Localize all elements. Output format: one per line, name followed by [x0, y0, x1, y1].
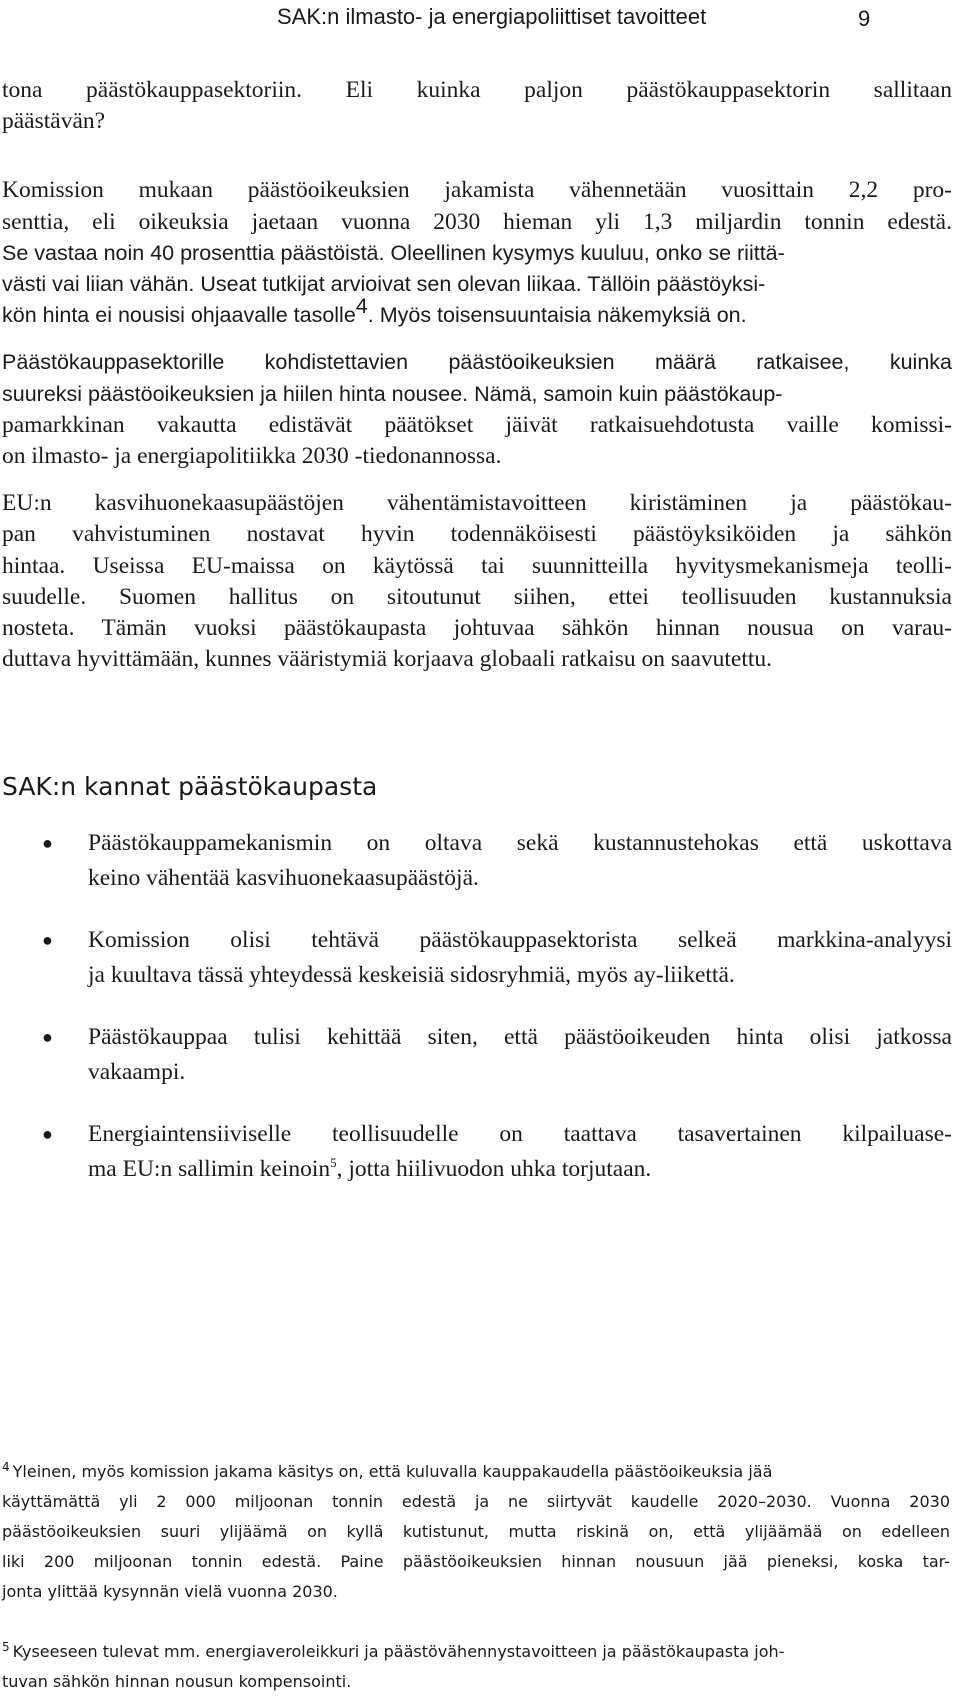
text-line — [2, 238, 952, 269]
footnote-ref-5[interactable]: 5 — [330, 1155, 337, 1171]
text-run: Oleellinen kysymys kuuluu, onko se riittä- — [384, 240, 785, 265]
text-line: Päästökauppamekanismin on oltava sekä kustannustehokas että uskottava — [88, 830, 952, 856]
text-line: Komission mukaan päästöoikeuksien jakamista vähennetään vuosittain 2,2 pro- — [2, 177, 952, 204]
list-item — [0, 826, 952, 896]
text-line: on ilmasto- ja energiapolitiikka 2030 -tiedonannossa. — [2, 443, 502, 470]
paragraph-4 — [2, 488, 952, 675]
bullet-icon: ● — [42, 1124, 53, 1144]
text-line: Päästökauppasektorille kohdistettavien päästöoikeuksien määrä ratkaisee, kuinka — [2, 350, 952, 375]
text-run: Kyseeseen tulevat mm. energiaveroleikkuri ja päästövähennystavoitteen ja päästökaupasta joh- — [12, 1642, 785, 1661]
page-header — [0, 4, 960, 34]
text-line: käyttämättä yli 2 000 miljoonan tonnin edestä ja ne siirtyvät kaudelle 2020–2030. Vuonna 2030 — [2, 1492, 950, 1511]
text-line: ja kuultava tässä yhteydessä keskeisiä sidosryhmiä, myös ay-liikettä. — [88, 962, 735, 988]
text-run: kön hinta ei nousisi ohjaavalle tasolle — [2, 303, 356, 328]
text-run: , jotta hiilivuodon uhka torjutaan. — [336, 1156, 652, 1182]
footnote-4 — [2, 1457, 950, 1607]
text-line — [2, 269, 952, 300]
list-item — [0, 1117, 952, 1187]
text-run: . Myös toisensuuntaisia näkemyksiä on. — [367, 303, 747, 328]
bullet-icon: ● — [42, 1027, 53, 1047]
text-line: duttava hyvittämään, kunnes vääristymiä korjaava globaali ratkaisu on saavutettu. — [2, 646, 773, 673]
text-line — [2, 1457, 950, 1487]
text-line: vakaampi. — [88, 1059, 186, 1085]
text-line: pan vahvistuminen nostavat hyvin todennäköisesti päästöyksiköiden ja sähkön — [2, 521, 952, 548]
text-line: jonta ylittää kysynnän vielä vuonna 2030. — [2, 1582, 338, 1601]
text-line: hintaa. Useissa EU-maissa on käytössä tai suunnitteilla hyvitysmekanismeja teolli- — [2, 552, 952, 579]
text-line: tuvan sähkön hinnan nousun kompensointi. — [2, 1672, 352, 1691]
text-line — [88, 1152, 952, 1187]
text-line: päästävän? — [2, 108, 106, 135]
list-item — [0, 923, 952, 993]
footnote-5 — [2, 1637, 950, 1697]
text-run: västi vai liian vähän. — [2, 272, 195, 297]
bullet-icon: ● — [42, 930, 53, 950]
text-line: päästöoikeuksien suuri ylijäämä on kyllä kutistunut, mutta riskinä on, että ylijäämää on edelleen — [2, 1522, 950, 1541]
footnote-ref-4[interactable]: 4 — [355, 294, 368, 319]
section-heading: SAK:n kannat päästökaupasta — [2, 772, 378, 801]
running-title: SAK:n ilmasto- ja energiapoliittiset tavoitteet — [277, 4, 707, 29]
text-line — [2, 1637, 950, 1667]
footnote-number: 5 — [2, 1639, 10, 1654]
text-line — [2, 379, 952, 410]
text-line: Päästökauppaa tulisi kehittää siten, että päästöoikeuden hinta olisi jatkossa — [88, 1024, 952, 1050]
text-run: Tällöin päästöyksi- — [581, 272, 766, 297]
text-line: Komission olisi tehtävä päästökauppasektorista selkeä markkina-analyysi — [88, 927, 952, 953]
text-run: suureksi päästöoikeuksien ja hiilen hinta nousee. — [2, 381, 469, 406]
text-line: EU:n kasvihuonekaasupäästöjen vähentämistavoitteen kiristäminen ja päästökau- — [2, 490, 952, 517]
paragraph-3 — [2, 347, 952, 472]
page-number: 9 — [858, 6, 871, 31]
positions-list — [0, 826, 952, 1187]
text-line: suudelle. Suomen hallitus on sitoutunut siihen, ettei teollisuuden kustannuksia — [2, 583, 952, 610]
text-run: Se vastaa noin 40 prosenttia päästöistä. — [2, 240, 385, 265]
text-line — [2, 294, 952, 331]
body-text — [2, 75, 952, 675]
list-item — [0, 1020, 952, 1090]
text-run: Yleinen, myös komission jakama käsitys on, että kuluvalla kauppakaudella päästöoikeuksia jää — [12, 1462, 773, 1481]
paragraph-1 — [2, 75, 952, 137]
text-line: keino vähentää kasvihuonekaasupäästöjä. — [88, 865, 479, 891]
text-line: liki 200 miljoonan tonnin edestä. Paine päästöoikeuksien hinnan nousuun jää pieneksi, koska tar- — [2, 1552, 950, 1571]
text-run: Useat tutkijat arvioivat sen olevan liikaa. — [194, 272, 582, 297]
text-line: senttia, eli oikeuksia jaetaan vuonna 2030 hieman yli 1,3 miljardin tonnin edestä. — [2, 208, 952, 235]
bullet-icon: ● — [42, 833, 53, 853]
text-line: nosteta. Tämän vuoksi päästökaupasta johtuvaa sähkön hinnan nousua on varau- — [2, 615, 952, 642]
text-run: ma EU:n sallimin keinoin — [88, 1156, 331, 1182]
text-line: Energiaintensiiviselle teollisuudelle on taattava tasavertainen kilpailuase- — [88, 1121, 952, 1147]
paragraph-2 — [2, 175, 952, 331]
text-run: Nämä, samoin kuin päästökaup- — [468, 381, 783, 406]
footnote-number: 4 — [2, 1459, 10, 1474]
text-line: tona päästökauppasektoriin. Eli kuinka paljon päästökauppasektorin sallitaan — [2, 77, 952, 103]
text-line: pamarkkinan vakautta edistävät päätökset jäivät ratkaisuehdotusta vaille komissi- — [2, 411, 952, 438]
